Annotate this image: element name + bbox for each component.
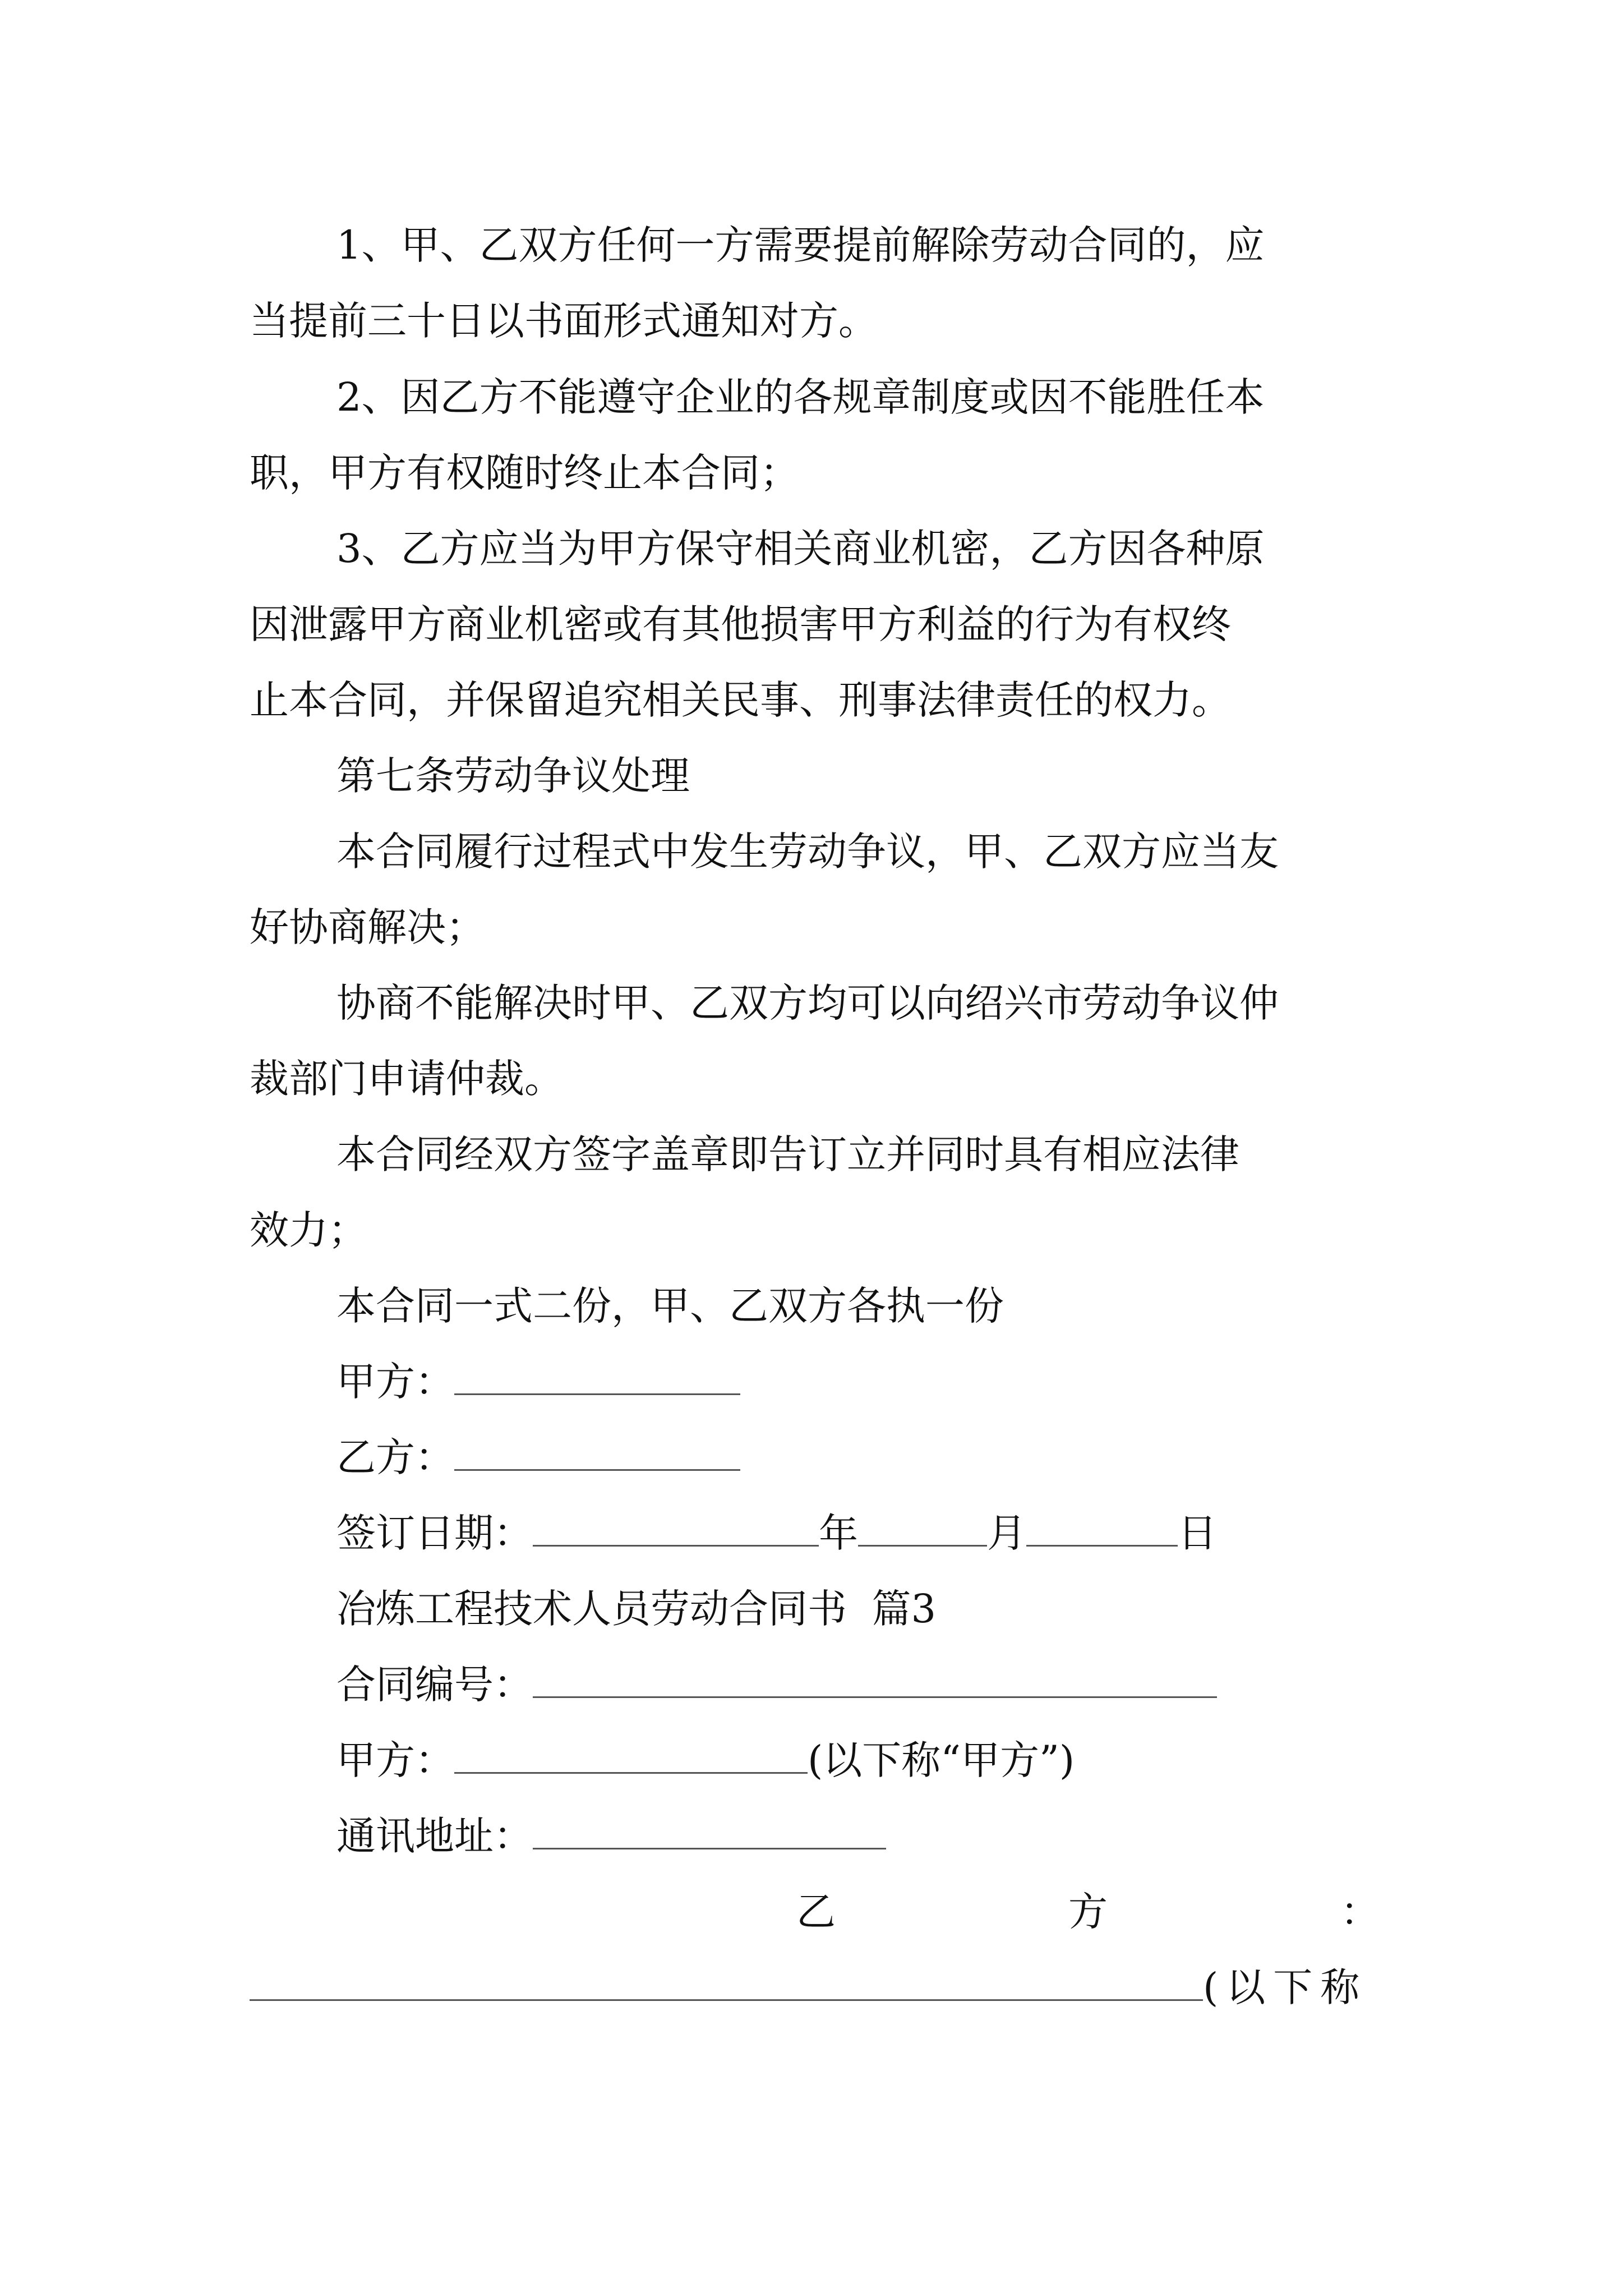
sign-date-label: 签订日期： — [336, 1510, 533, 1556]
party-b2-continuation-row — [250, 1962, 1367, 2013]
p6-line1: 本合同经双方签字盖章即告订立并同时具有相应法律 — [336, 1131, 1239, 1177]
article-7-heading: 第七条劳动争议处理 — [336, 753, 690, 799]
address-blank — [533, 1814, 886, 1849]
address-label: 通讯地址： — [336, 1813, 533, 1859]
party-b2-colon: ： — [1340, 1889, 1380, 1935]
party-b-blank — [454, 1435, 740, 1471]
p5-line1: 协商不能解决时甲、乙双方均可以向绍兴市劳动争议仲 — [336, 980, 1279, 1026]
party-a2-suffix: (以下称“甲方”) — [808, 1737, 1075, 1783]
p6-line2: 效力； — [250, 1207, 367, 1253]
p5-line2: 裁部门申请仲裁。 — [250, 1056, 564, 1102]
sign-date-month-blank — [858, 1511, 987, 1547]
p2-line1: 2、因乙方不能遵守企业的各规章制度或因不能胜任本 — [336, 374, 1265, 420]
party-b2-char1: 乙 — [796, 1889, 836, 1935]
p4-line2: 好协商解决； — [250, 904, 485, 950]
party-b2-suffix: (以下称 — [1203, 1964, 1368, 2010]
sign-date-year-unit: 年 — [819, 1510, 858, 1556]
party-a2-row — [336, 1735, 1075, 1786]
party-a-blank — [454, 1360, 740, 1395]
contract-no-row — [336, 1659, 1217, 1710]
party-b-label: 乙方： — [336, 1434, 454, 1480]
contract-no-label: 合同编号： — [336, 1662, 533, 1708]
p3-line3: 止本合同，并保留追究相关民事、刑事法律责任的权力。 — [250, 677, 1231, 723]
section-3-title: 冶炼工程技术人员劳动合同书 篇3 — [336, 1586, 937, 1632]
p3-line1: 3、乙方应当为甲方保守相关商业机密，乙方因各种原 — [336, 526, 1265, 572]
p1-line1: 1、甲、乙双方任何一方需要提前解除劳动合同的，应 — [336, 222, 1265, 268]
sign-date-year-blank — [533, 1511, 819, 1547]
party-b2-row — [796, 1887, 1380, 1937]
party-b2-char2: 方 — [1068, 1889, 1108, 1935]
party-b2-blank — [250, 1966, 1203, 2001]
contract-no-blank — [533, 1663, 1217, 1698]
p3-line2: 因泄露甲方商业机密或有其他损害甲方利益的行为有权终 — [250, 601, 1231, 647]
sign-date-day-blank — [1026, 1511, 1178, 1547]
sign-date-row — [336, 1508, 1217, 1558]
p2-line2: 职，甲方有权随时终止本合同； — [250, 450, 799, 496]
address-row — [336, 1811, 886, 1861]
party-a-label: 甲方： — [336, 1359, 454, 1405]
sign-date-month-unit: 月 — [987, 1510, 1026, 1556]
p1-line2: 当提前三十日以书面形式通知对方。 — [250, 298, 878, 344]
p4-line1: 本合同履行过程式中发生劳动争议，甲、乙双方应当友 — [336, 829, 1279, 875]
sign-date-day-unit: 日 — [1178, 1510, 1217, 1556]
p7-line: 本合同一式二份，甲、乙双方各执一份 — [336, 1283, 1004, 1329]
party-a-signature-row — [336, 1356, 740, 1407]
party-a2-label: 甲方： — [336, 1737, 454, 1783]
party-b-signature-row — [336, 1432, 740, 1483]
party-a2-blank — [454, 1738, 808, 1774]
